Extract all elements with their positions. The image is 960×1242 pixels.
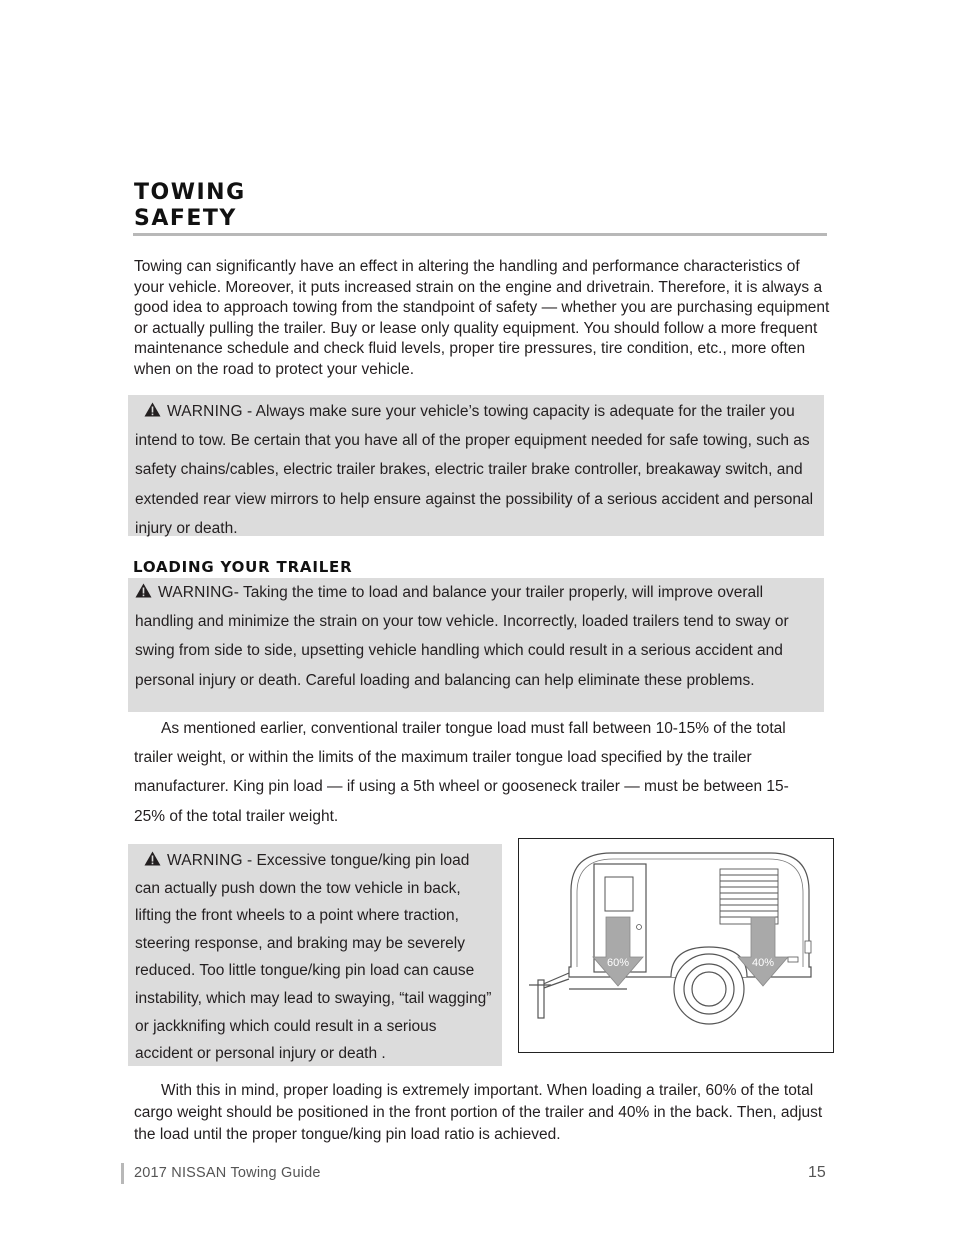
warning-box-capacity (128, 395, 824, 536)
rear-load-label: 40% (751, 957, 775, 969)
page-number: 15 (808, 1164, 826, 1181)
warning-label: WARNING (158, 584, 234, 601)
closing-paragraph: With this in mind, proper loading is extremely important. When loading a trailer, 60% of the total cargo weight should be positioned in the front portion of the trailer and 40% in the back. Then, adjust the load until the proper tongue/king pin load ratio is achieved. (134, 1082, 823, 1143)
warning-text: - Always make sure your vehicle’s towing capacity is adequate for the trailer you intend to tow. Be certain that you have all of the proper equipment needed for safe towing, such as safety chains/cables, electric trailer brakes, electric trailer brake controller, breakaway switch, and extended rear view mirrors to help ensure against the possibility of a serious accident and personal injury or death. (135, 403, 814, 537)
warning-triangle-icon (144, 851, 161, 866)
warning-box-tongue-load (128, 844, 502, 1066)
door-window (605, 877, 633, 911)
front-load-label: 60% (606, 957, 630, 969)
tongue-load-paragraph: As mentioned earlier, conventional trailer tongue load must fall between 10-15% of the total trailer weight, or within the limits of the maximum trailer tongue load specified by the trailer manufacturer. King pin load — if using a 5th wheel or gooseneck trailer — must be between 15-25% of the total trailer weight. (134, 720, 789, 825)
page-title (134, 180, 246, 232)
footer-accent-bar (121, 1163, 124, 1184)
trailer-diagram-svg (519, 839, 833, 1052)
warning-label: WARNING (167, 403, 243, 420)
warning-triangle-icon (135, 583, 152, 598)
section-heading-loading: LOADING YOUR TRAILER (133, 558, 353, 576)
page-title-line-2: SAFETY (134, 206, 237, 231)
warning-box-loading (128, 578, 824, 712)
trailer-window (720, 869, 778, 924)
warning-label: WARNING (167, 852, 243, 869)
intro-paragraph: Towing can significantly have an effect in altering the handling and performance characteristics of your vehicle. Moreover, it puts increased strain on the engine and drivetrain. Therefore, it is always a good idea to approach towing from the standpoint of safety — whether you are purchasing equipment or actually pulling the trailer. Buy or lease only quality equipment. You should follow a more frequent maintenance schedule and check fluid levels, proper tire pressures, tire condition, etc., more often when on the road to protect your vehicle. (134, 258, 830, 378)
title-divider (133, 233, 827, 236)
warning-text: - Excessive tongue/king pin load can actually push down the tow vehicle in back, lifting the front wheels to a point where traction, steering response, and braking may be severely reduced. Too little tongue/king pin load can cause instability, which may lead to swaying, “tail wagging” or jackknifing which could result in a serious accident or personal injury or death . (135, 852, 492, 1063)
warning-triangle-icon (144, 402, 161, 417)
trailer-load-diagram (518, 838, 834, 1053)
footer-doc-title: 2017 NISSAN Towing Guide (134, 1165, 321, 1181)
page-title-line-1: TOWING (134, 180, 246, 205)
warning-text: - Taking the time to load and balance your trailer properly, will improve overall handling and minimize the strain on your tow vehicle. Incorrectly, loaded trailers tend to sway or swing from side to side, upsetting vehicle handling which could result in a serious accident and personal injury or death. Careful loading and balancing can help eliminate these problems. (135, 584, 789, 689)
trailer-wheel (671, 947, 747, 1024)
